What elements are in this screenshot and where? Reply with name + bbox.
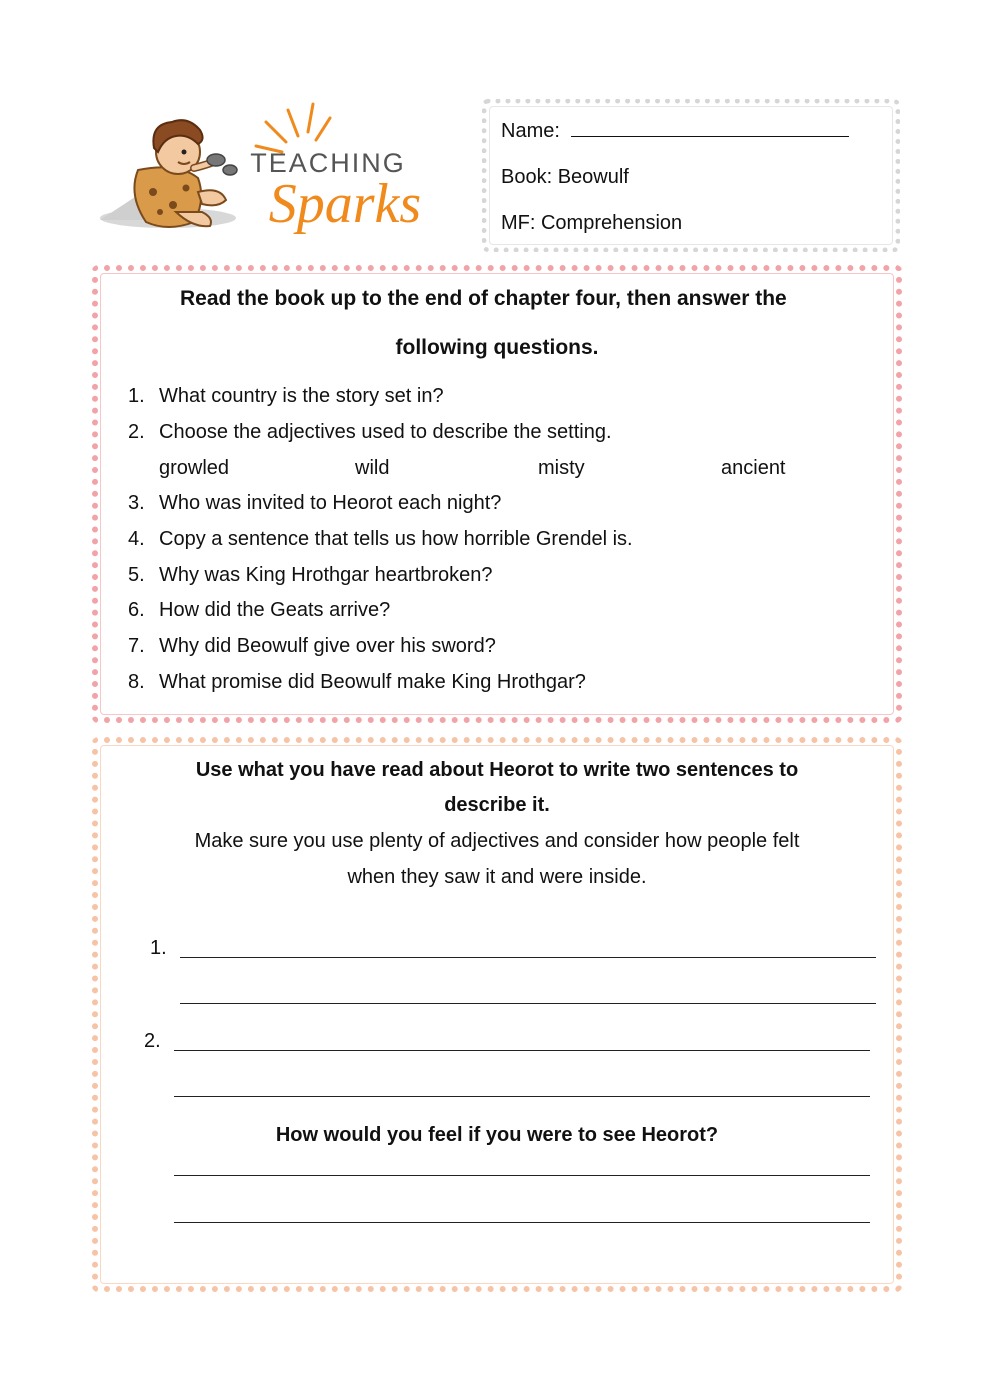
book-label: Book: Beowulf — [501, 166, 629, 188]
question-item — [128, 564, 493, 587]
question-item — [128, 421, 612, 444]
questions-heading-line2: following questions. — [395, 336, 599, 359]
teaching-sparks-logo — [98, 100, 470, 250]
writing-instruction-line2: when they saw it and were inside. — [347, 866, 647, 888]
question-text: How did the Geats arrive? — [159, 599, 391, 621]
question-number: 2. — [128, 421, 145, 443]
student-info-box — [482, 99, 900, 252]
question-number: 8. — [128, 671, 145, 693]
logo-teaching-text: TEACHING — [250, 148, 406, 178]
question-text: Who was invited to Heorot each night? — [159, 492, 502, 514]
question-text: Why was King Hrothgar heartbroken? — [159, 564, 493, 586]
name-row — [501, 120, 849, 143]
writing-line[interactable] — [180, 1003, 876, 1004]
question-item — [128, 671, 586, 694]
adjective-option: ancient — [721, 457, 786, 479]
logo-sparks-text: Sparks — [268, 173, 422, 235]
name-input-line[interactable] — [571, 136, 849, 137]
question-item — [128, 385, 444, 408]
comprehension-questions-box — [92, 265, 902, 723]
question-text: What country is the story set in? — [159, 385, 444, 407]
adjective-option: growled — [159, 457, 230, 479]
question-number: 3. — [128, 492, 145, 514]
adjective-option: misty — [538, 457, 585, 479]
writing-line[interactable] — [174, 1050, 870, 1051]
writing-line[interactable] — [174, 1175, 870, 1176]
writing-heading-line2: describe it. — [444, 794, 550, 816]
question-number: 6. — [128, 599, 145, 621]
adjective-option: wild — [355, 457, 390, 479]
sentence-number: 2. — [144, 1030, 161, 1052]
sentence-number: 1. — [150, 937, 167, 959]
writing-line[interactable] — [174, 1096, 870, 1097]
question-number: 4. — [128, 528, 145, 550]
question-number: 1. — [128, 385, 145, 407]
question-text: Why did Beowulf give over his sword? — [159, 635, 496, 657]
name-label: Name: — [501, 120, 560, 142]
question-item — [128, 599, 390, 622]
question-item — [128, 492, 501, 515]
question-text: Copy a sentence that tells us how horrible Grendel is. — [159, 528, 633, 550]
writing-line[interactable] — [180, 957, 876, 958]
question-number: 5. — [128, 564, 145, 586]
question-item — [128, 635, 496, 658]
writing-heading-line1: Use what you have read about Heorot to write two sentences to — [195, 759, 799, 781]
writing-instruction-line1: Make sure you use plenty of adjectives and consider how people felt — [194, 830, 800, 852]
question-number: 7. — [128, 635, 145, 657]
writing-line[interactable] — [174, 1222, 870, 1223]
feel-question: How would you feel if you were to see Heorot? — [275, 1124, 719, 1146]
questions-heading-line1: Read the book up to the end of chapter four, then answer the — [180, 287, 787, 310]
mf-label: MF: Comprehension — [501, 212, 683, 234]
question-text: What promise did Beowulf make King Hrothgar? — [159, 671, 586, 693]
describe-heorot-box — [92, 737, 902, 1292]
question-text: Choose the adjectives used to describe the setting. — [159, 421, 612, 443]
question-item — [128, 528, 633, 551]
